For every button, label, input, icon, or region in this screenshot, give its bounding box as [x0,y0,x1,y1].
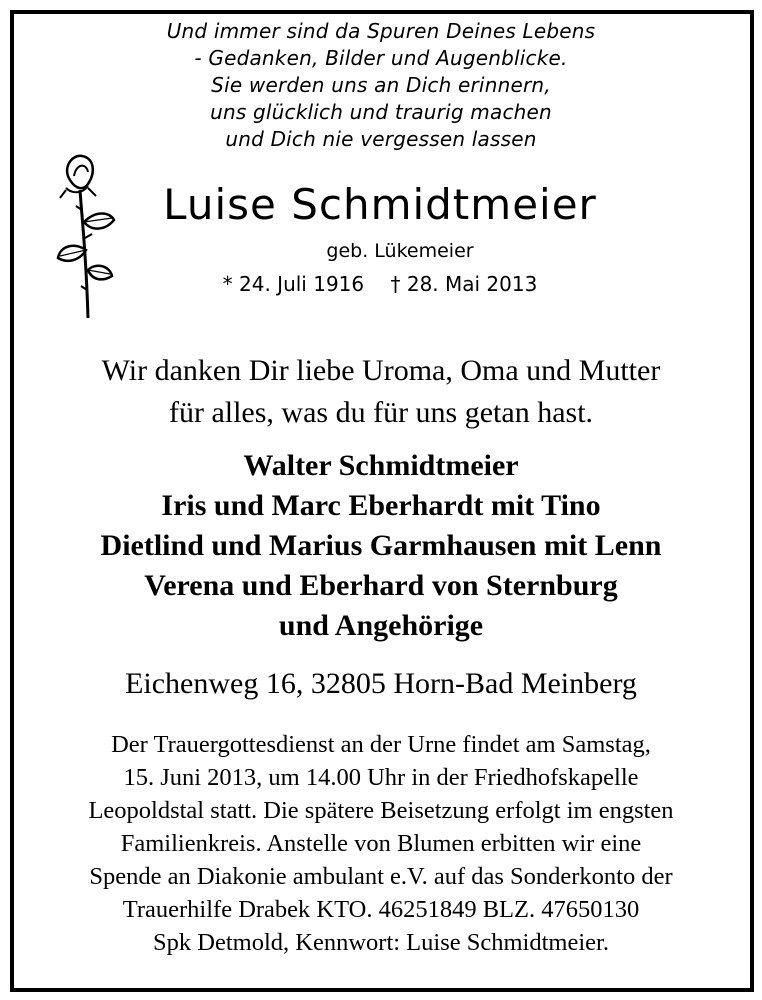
poem-line: Und immer sind da Spuren Deines Lebens [166,19,596,43]
family-line: und Angehörige [278,609,484,642]
maiden-name: geb. Lükemeier [326,240,474,262]
rose-icon [52,150,122,320]
thanks-line: für alles, was du für uns getan hast. [168,396,594,429]
birth-date: * 24. Juli 1916 [222,272,365,296]
family-line: Verena und Eberhard von Sternburg [144,569,618,602]
life-dates [150,272,610,296]
notice-line: Der Trauergottesdienst an der Urne findet am Samstag, [111,731,651,758]
notice-line: 15. Juni 2013, um 14.00 Uhr in der Friedhofskapelle [123,764,639,791]
family-line: Walter Schmidtmeier [243,449,519,482]
death-date: † 28. Mai 2013 [390,272,538,296]
service-notice [0,728,762,959]
thanks-message [0,350,762,434]
notice-line: Trauerhilfe Drabek KTO. 46251849 BLZ. 47650130 [122,896,640,923]
notice-line: Leopoldstal statt. Die spätere Beisetzung erfolgt im engsten [88,797,674,824]
poem-line: Sie werden uns an Dich erinnern, [211,73,551,97]
poem [0,18,762,153]
thanks-line: Wir danken Dir liebe Uroma, Oma und Mutter [101,354,661,387]
poem-line: uns glücklich und traurig machen [210,100,552,124]
family-line: Iris und Marc Eberhardt mit Tino [161,489,601,522]
family-line: Dietlind und Marius Garmhausen mit Lenn [100,529,662,562]
notice-line: Familienkreis. Anstelle von Blumen erbitten wir eine [120,830,642,857]
notice-line: Spk Detmold, Kennwort: Luise Schmidtmeier. [153,929,609,956]
notice-line: Spende an Diakonie ambulant e.V. auf das Sonderkonto der [89,863,673,890]
address: Eichenweg 16, 32805 Horn-Bad Meinberg [125,667,637,700]
family-list [0,446,762,646]
poem-line: und Dich nie vergessen lassen [225,127,537,151]
deceased-name: Luise Schmidtmeier [163,180,597,229]
poem-line: - Gedanken, Bilder und Augenblicke. [194,46,568,70]
